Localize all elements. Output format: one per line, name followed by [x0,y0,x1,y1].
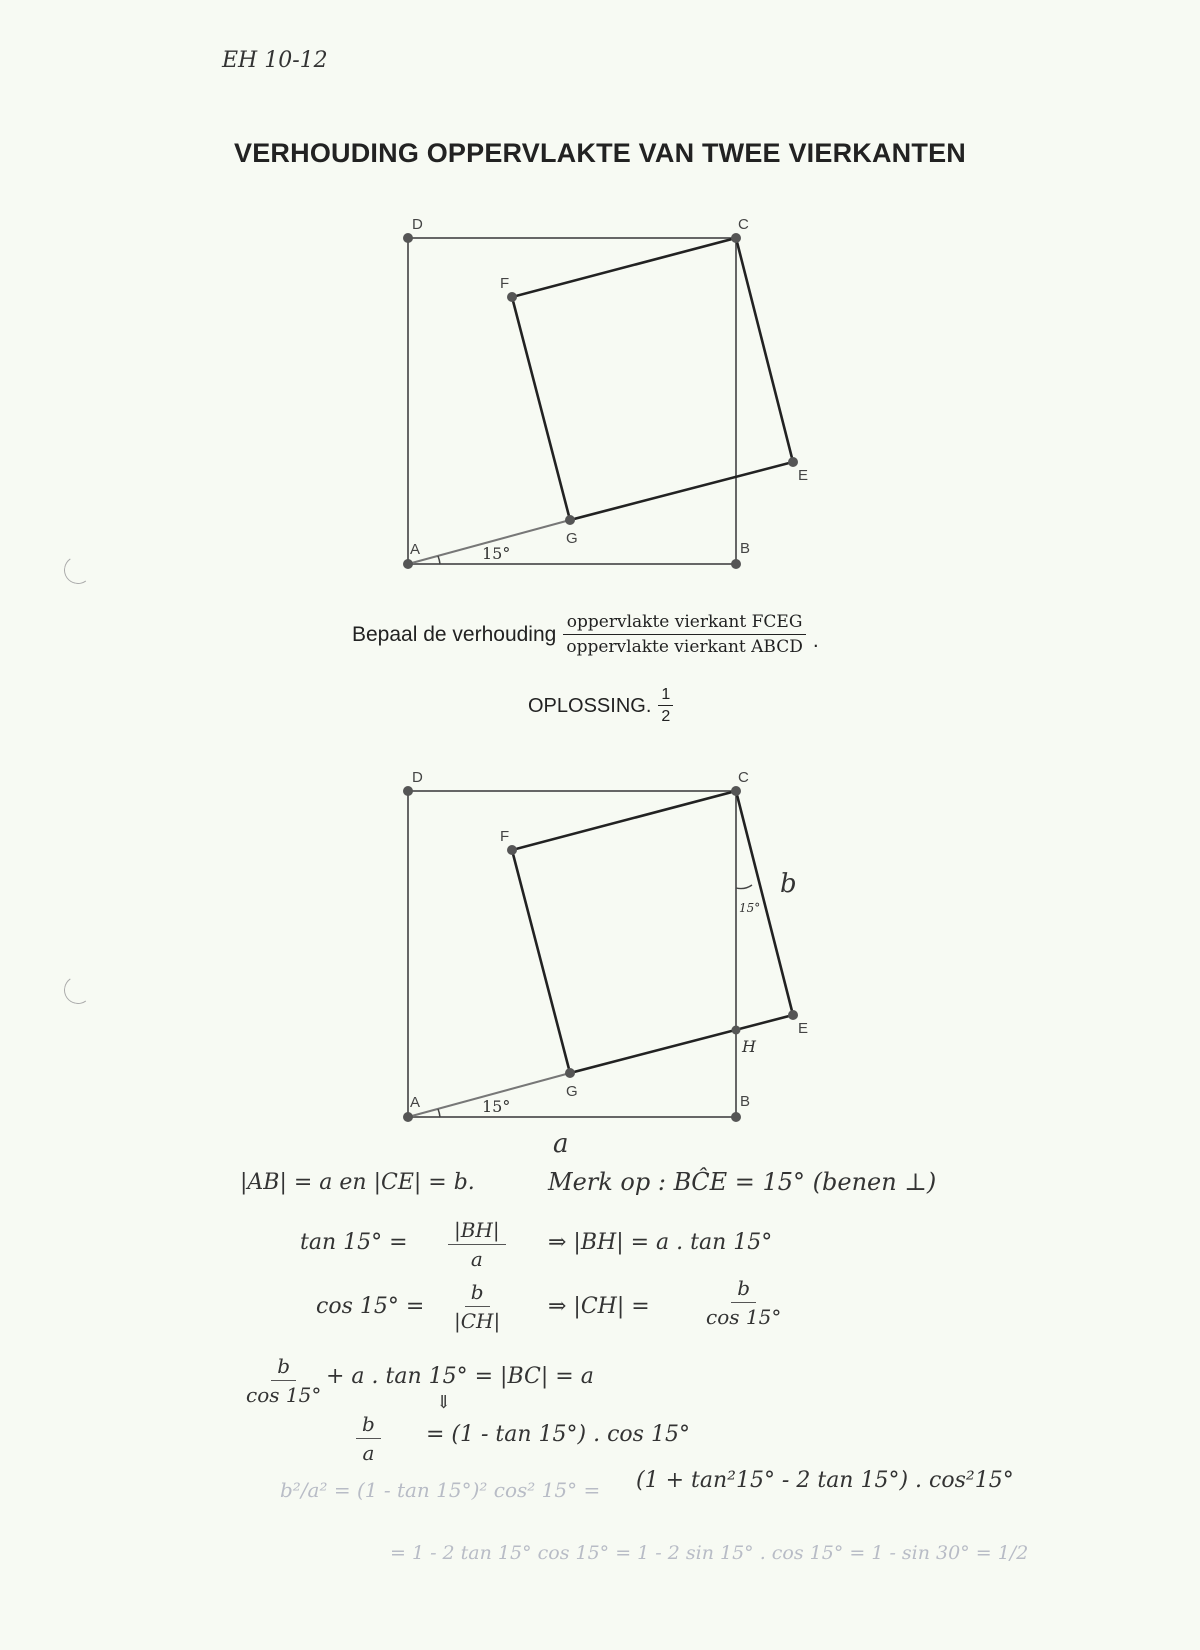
hw-tan-res: ⇒ |BH| = a . tan 15° [548,1230,773,1255]
hw-tan-num: |BH| [448,1218,506,1245]
angle-label-15: 15° [482,544,511,563]
label-c-2: C [738,769,749,786]
question-end: . [812,628,819,652]
side-b-label: b [780,869,797,899]
point-d-2 [403,786,413,796]
point-e [788,457,798,467]
hw-sum-rest: + a . tan 15° = |BC| = a [326,1364,594,1389]
label-f: F [500,275,510,292]
label-e: E [798,467,809,484]
solution-label: OPLOSSING. [528,694,652,717]
header-note: EH 10-12 [222,48,328,73]
figure-2 [403,769,808,1159]
hw-sum-frac [240,1354,327,1407]
hw-cos-res-frac [700,1276,787,1329]
solution-fraction [657,686,674,726]
solution-numerator: 1 [658,686,673,706]
point-f-2 [507,845,517,855]
angle-label-c-2: 15° [739,901,761,915]
hw-tan-frac [448,1218,506,1271]
square-fceg-2 [512,791,793,1073]
label-a-2: A [410,1094,421,1111]
square-abcd-2 [408,791,736,1117]
point-a [403,559,413,569]
question-lead: Bepaal de verhouding [352,622,557,646]
hw-faint-line2: = 1 - 2 tan 15° cos 15° = 1 - 2 sin 15° . cos 15° = 1 - sin 30° = 1/2 [390,1542,1029,1564]
label-a: A [410,541,421,558]
point-c-2 [731,786,741,796]
hw-arrow: ⇓ [436,1392,452,1413]
angle-arc-c-2 [736,885,752,889]
hw-cos-res-num: b [731,1276,756,1303]
hw-sum-num: b [271,1354,296,1381]
question [352,612,819,657]
point-a-2 [403,1112,413,1122]
label-g-2: G [566,1083,578,1100]
hw-cos-res-den: cos 15° [706,1305,782,1329]
label-e-2: E [798,1020,809,1037]
hw-tan-den: a [470,1247,483,1271]
label-c: C [738,216,749,233]
point-b [731,559,741,569]
hw-cos-den: |CH| [454,1309,501,1333]
point-f [507,292,517,302]
solution [528,686,674,726]
hw-square-line: (1 + tan²15° - 2 tan 15°) . cos²15° [636,1468,1014,1493]
label-b: B [740,540,751,557]
hw-cos-res: ⇒ |CH| = [548,1294,650,1319]
point-b-2 [731,1112,741,1122]
label-d-2: D [412,769,423,786]
point-d [403,233,413,243]
label-f-2: F [500,828,510,845]
point-h-2 [732,1026,741,1035]
question-denominator: oppervlakte vierkant ABCD [566,637,803,657]
hw-cos-num: b [465,1280,490,1307]
square-fceg [512,238,793,520]
figure-1 [403,216,808,569]
angle-label-15-2: 15° [482,1097,511,1116]
label-d: D [412,216,423,233]
label-g: G [566,530,578,547]
question-fraction [562,612,807,657]
angle-arc-a [438,556,440,564]
label-h-2: H [742,1037,756,1056]
hw-ratio-num: b [356,1412,381,1439]
hw-sum-den: cos 15° [246,1383,322,1407]
hw-note: Merk op : BĈE = 15° (benen ⊥) [548,1168,937,1196]
hw-cos-lhs: cos 15° = [316,1294,425,1319]
hw-cos-frac [448,1280,506,1333]
point-g [565,515,575,525]
square-abcd [408,238,736,564]
solution-denominator: 2 [661,708,671,725]
hw-tan-lhs: tan 15° = [300,1230,408,1255]
page-title: VERHOUDING OPPERVLAKTE VAN TWEE VIERKANTEN [234,138,966,168]
hw-ratio-rest: = (1 - tan 15°) . cos 15° [426,1422,690,1447]
angle-arc-a-2 [438,1109,440,1117]
hw-given: |AB| = a en |CE| = b. [240,1170,475,1195]
point-g-2 [565,1068,575,1078]
side-a-label: a [553,1129,569,1159]
point-e-2 [788,1010,798,1020]
point-c [731,233,741,243]
hw-ratio-den: a [362,1441,375,1465]
hw-faint-line1: b²/a² = (1 - tan 15°)² cos² 15° = [280,1478,601,1502]
question-numerator: oppervlakte vierkant FCEG [563,612,807,635]
label-b-2: B [740,1093,751,1110]
hw-ratio-frac [356,1412,381,1465]
